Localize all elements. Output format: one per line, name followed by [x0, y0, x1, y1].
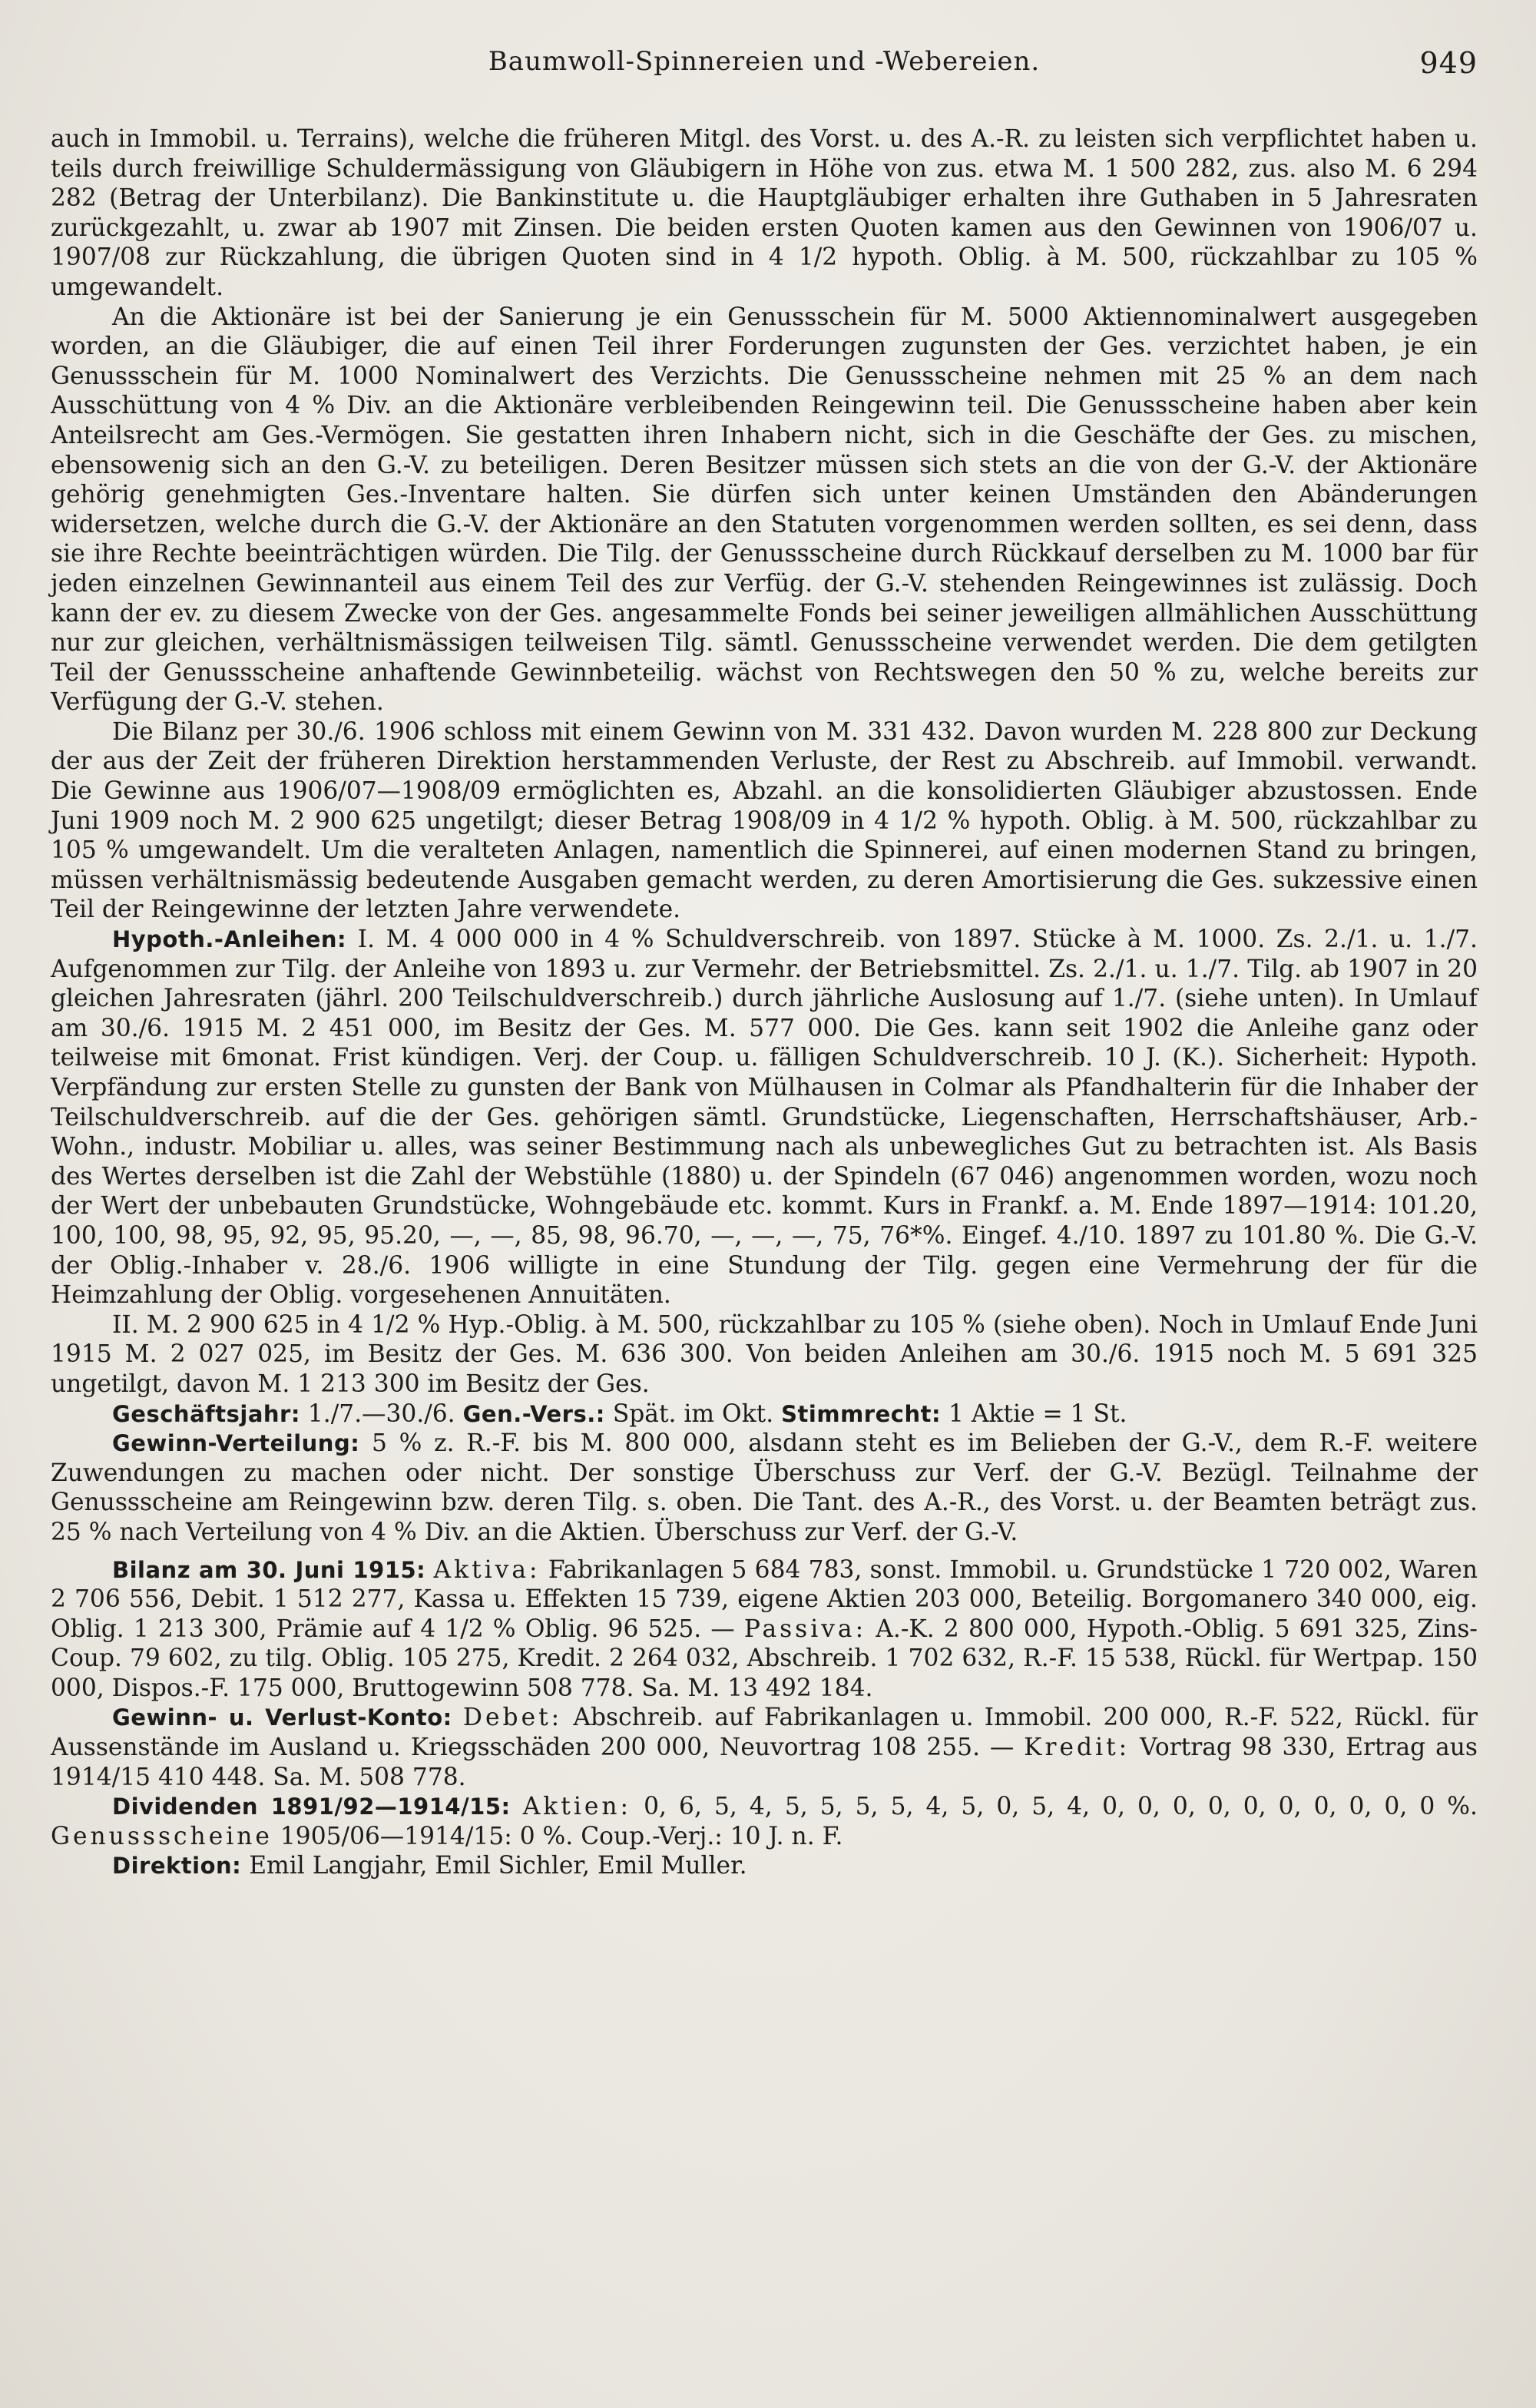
debet-text: Abschreib. auf Fabrikanlagen u. Immobil. 200 000, R.-F. 522, Rückl. für Aussenstände im Ausland u. Kriegsschäden 200 000, Neuvortrag 108 255. —: [51, 1704, 1478, 1762]
genussscheine-text: 1905/06—1914/15: 0 %. Coup.-Verj.: 10 J. n. F.: [280, 1822, 843, 1850]
gen-vers-text: Spät. im Okt.: [612, 1399, 774, 1428]
geschaeftsjahr-text: 1./7.—30./6.: [307, 1399, 455, 1428]
aktien-label: Aktien:: [522, 1793, 632, 1821]
aktiva-label: Aktiva:: [433, 1555, 541, 1584]
article-body: [51, 124, 1478, 1881]
guv-label: Gewinn- u. Verlust-Konto:: [112, 1704, 452, 1731]
genussscheine-label: Genussscheine: [51, 1822, 273, 1850]
paragraph-genussscheine: An die Aktionäre ist bei der Sanierung je ein Genussschein für M. 5000 Aktiennominalwert ausgegeben worden, an die Gläubiger, die auf einen Teil ihrer Forderungen zugunsten der Ges. verzichtet haben, je ein Genussschein für M. 1000 Nominalwert des Verzichts. Die Genussscheine nehmen mit 25 % an dem nach Ausschüttung von 4 % Div. an die Aktionäre verbleibenden Reingewinn teil. Die Genussscheine haben aber kein Anteilsrecht am Ges.-Vermögen. Sie gestatten ihren Inhabern nicht, sich in die Geschäfte der Ges. zu mischen, ebensowenig sich an den G.-V. zu beteiligen. Deren Besitzer müssen sich stets an die von der G.-V. der Aktionäre gehörig genehmigten Ges.-Inventare halten. Sie dürfen sich unter keinen Umständen den Abänderungen widersetzen, welche durch die G.-V. der Aktionäre an den Statuten vorgenommen werden sollten, es sei denn, dass sie ihre Rechte beeinträchtigen würden. Die Tilg. der Genussscheine durch Rückkauf derselben zu M. 1000 bar für jeden einzelnen Gewinnanteil aus einem Teil des zur Verfüg. der G.-V. stehenden Reingewinnes ist zulässig. Doch kann der ev. zu diesem Zwecke von der Ges. angesammelte Fonds bei seiner jeweiligen allmählichen Ausschüttung nur zur gleichen, verhältnismässigen teilweisen Tilg. sämtl. Genussscheine verwendet werden. Die dem getilgten Teil der Genussscheine anhaftende Gewinnbeteilig. wächst von Rechtswegen den 50 % zu, welche bereits zur Verfügung der G.-V. stehen.: [51, 303, 1478, 717]
kredit-label: Kredit:: [1024, 1734, 1130, 1762]
direktion-label: Direktion:: [112, 1853, 242, 1880]
hypoth-anleihen-label: Hypoth.-Anleihen:: [112, 926, 347, 953]
paragraph-sanierung: auch in Immobil. u. Terrains), welche die früheren Mitgl. des Vorst. u. des A.-R. zu leisten sich verpflichtet haben u. teils durch freiwillige Schuldermässigung von Gläubigern in Höhe von zus. etwa M. 1 500 282, zus. also M. 6 294 282 (Betrag der Unterbilanz). Die Bankinstitute u. die Hauptgläubiger erhalten ihre Guthaben in 5 Jahresraten zurückgezahlt, u. zwar ab 1907 mit Zinsen. Die beiden ersten Quoten kamen aus den Gewinnen von 1906/07 u. 1907/08 zur Rückzahlung, die übrigen Quoten sind in 4 1/2 hypoth. Oblig. à M. 500, rückzahlbar zu 105 % umgewandelt.: [51, 125, 1478, 301]
stimmrecht-label: Stimmrecht:: [781, 1400, 942, 1427]
paragraph-bilanz-1906: Die Bilanz per 30./6. 1906 schloss mit einem Gewinn von M. 331 432. Davon wurden M. 228 800 zur Deckung der aus der Zeit der früheren Direktion herstammenden Verluste, der Rest zu Abschreib. auf Immobil. verwandt. Die Gewinne aus 1906/07—1908/09 ermöglichten es, Abzahl. an die konsolidierten Gläubiger abzustossen. Ende Juni 1909 noch M. 2 900 625 ungetilgt; dieser Betrag 1908/09 in 4 1/2 % hypoth. Oblig. à M. 500, rückzahlbar zu 105 % umgewandelt. Um die veralteten Anlagen, namentlich die Spinnerei, auf einen modernen Stand zu bringen, müssen verhältnismässig bedeutende Ausgaben gemacht werden, zu deren Amortisierung die Ges. sukzessive einen Teil der Reingewinne der letzten Jahre verwendete.: [51, 717, 1478, 924]
paragraph-bilanz-1915: [51, 1555, 1478, 1704]
running-title: Baumwoll-Spinnereien und -Webereien.: [488, 46, 1041, 77]
aktiva-text: Fabrikanlagen 5 684 783, sonst. Immobil. u. Grundstücke 1 720 002, Waren 2 706 556, Debit. 1 512 277, Kassa u. Effekten 15 739, eigene Aktien 203 000, Beteilig. Borgomanero 340 000, eig. Oblig. 1 213 300, Prämie auf 4 1/2 % Oblig. 96 525. —: [51, 1555, 1478, 1643]
passiva-text: A.-K. 2 800 000, Hypoth.-Oblig. 5 691 325, Zins-Coup. 79 602, zu tilg. Oblig. 105 275, Kredit. 2 264 032, Abschreib. 1 702 632, R.-F. 15 538, Rückl. für Wertpap. 150 000, Dispos.-F. 175 000, Bruttogewinn 508 778. Sa. M. 13 492 184.: [51, 1615, 1478, 1702]
paragraph-direktion: [51, 1851, 1478, 1881]
gen-vers-label: Gen.-Vers.:: [462, 1400, 605, 1427]
paragraph-dividenden: [51, 1792, 1478, 1851]
geschaeftsjahr-label: Geschäftsjahr:: [112, 1400, 300, 1427]
paragraph-geschaeftsjahr: [51, 1399, 1478, 1429]
bilanz-label: Bilanz am 30. Juni 1915:: [112, 1556, 426, 1583]
kredit-text: Vortrag 98 330, Ertrag aus 1914/15 410 448. Sa. M. 508 778.: [51, 1734, 1478, 1791]
gewinn-verteilung-label: Gewinn-Verteilung:: [112, 1430, 360, 1457]
page-header: [51, 46, 1478, 94]
passiva-label: Passiva:: [743, 1615, 867, 1643]
stimmrecht-text: 1 Aktie = 1 St.: [948, 1399, 1127, 1428]
debet-label: Debet:: [462, 1704, 563, 1732]
paragraph-gewinn-verteilung: [51, 1429, 1478, 1547]
aktien-text: 0, 6, 5, 4, 5, 5, 5, 5, 4, 5, 0, 5, 4, 0, 0, 0, 0, 0, 0, 0, 0, 0, 0 %.: [644, 1793, 1478, 1821]
dividenden-label: Dividenden 1891/92—1914/15:: [112, 1794, 511, 1820]
direktion-text: Emil Langjahr, Emil Sichler, Emil Muller.: [249, 1852, 747, 1880]
paragraph-gewinn-verlust: [51, 1703, 1478, 1792]
page-number: 949: [1419, 46, 1478, 80]
paragraph-hypoth-anleihen: [51, 925, 1478, 1310]
hypoth-anleihen-text: I. M. 4 000 000 in 4 % Schuldverschreib. von 1897. Stücke à M. 1000. Zs. 2./1. u. 1./7. Aufgenommen zur Tilg. der Anleihe von 1893 u. zur Vermehr. der Betriebsmittel. Zs. 2./1. u. 1./7. Tilg. ab 1907 in 20 gleichen Jahresraten (jährl. 200 Teilschuldverschreib.) durch jährliche Auslosung auf 1./7. (siehe unten). In Umlauf am 30./6. 1915 M. 2 451 000, im Besitz der Ges. M. 577 000. Die Ges. kann seit 1902 die Anleihe ganz oder teilweise mit 6monat. Frist kündigen. Verj. der Coup. u. fälligen Schuldverschreib. 10 J. (K.). Sicherheit: Hypoth. Verpfändung zur ersten Stelle zu gunsten der Bank von Mülhausen in Colmar als Pfandhalterin für die Inhaber der Teilschuldverschreib. auf die der Ges. gehörigen sämtl. Grundstücke, Liegenschaften, Herrschaftshäuser, Arb.-Wohn., industr. Mobiliar u. alles, was seiner Bestimmung nach als unbewegliches Gut zu betrachten ist. Als Basis des Wertes derselben ist die Zahl der Webstühle (1880) u. der Spindeln (67 046) angenommen worden, wozu noch der Wert der unbebauten Grundstücke, Wohngebäude etc. kommt. Kurs in Frankf. a. M. Ende 1897—1914: 101.20, 100, 100, 98, 95, 92, 95, 95.20, —, —, 85, 98, 96.70, —, —, —, 75, 76*%. Eingef. 4./10. 1897 zu 101.80 %. Die G.-V. der Oblig.-Inhaber v. 28./6. 1906 willigte in eine Stundung der Tilg. gegen eine Vermehrung der für die Heimzahlung der Oblig. vorgesehenen Annuitäten.: [51, 926, 1478, 1310]
gewinn-verteilung-text: 5 % z. R.-F. bis M. 800 000, alsdann steht es im Belieben der G.-V., dem R.-F. weitere Zuwendungen zu machen oder nicht. Der sonstige Überschuss zur Verf. der G.-V. Bezügl. Teilnahme der Genussscheine am Reingewinn bzw. deren Tilg. s. oben. Die Tant. des A.-R., des Vorst. u. der Beamten beträgt zus. 25 % nach Verteilung von 4 % Div. an die Aktien. Überschuss zur Verf. der G.-V.: [51, 1429, 1478, 1546]
paragraph-anleihe-ii: II. M. 2 900 625 in 4 1/2 % Hyp.-Oblig. à M. 500, rückzahlbar zu 105 % (siehe oben). Noch in Umlauf Ende Juni 1915 M. 2 027 025, im Besitz der Ges. M. 636 300. Von beiden Anleihen am 30./6. 1915 noch M. 5 691 325 ungetilgt, davon M. 1 213 300 im Besitz der Ges.: [51, 1310, 1478, 1398]
